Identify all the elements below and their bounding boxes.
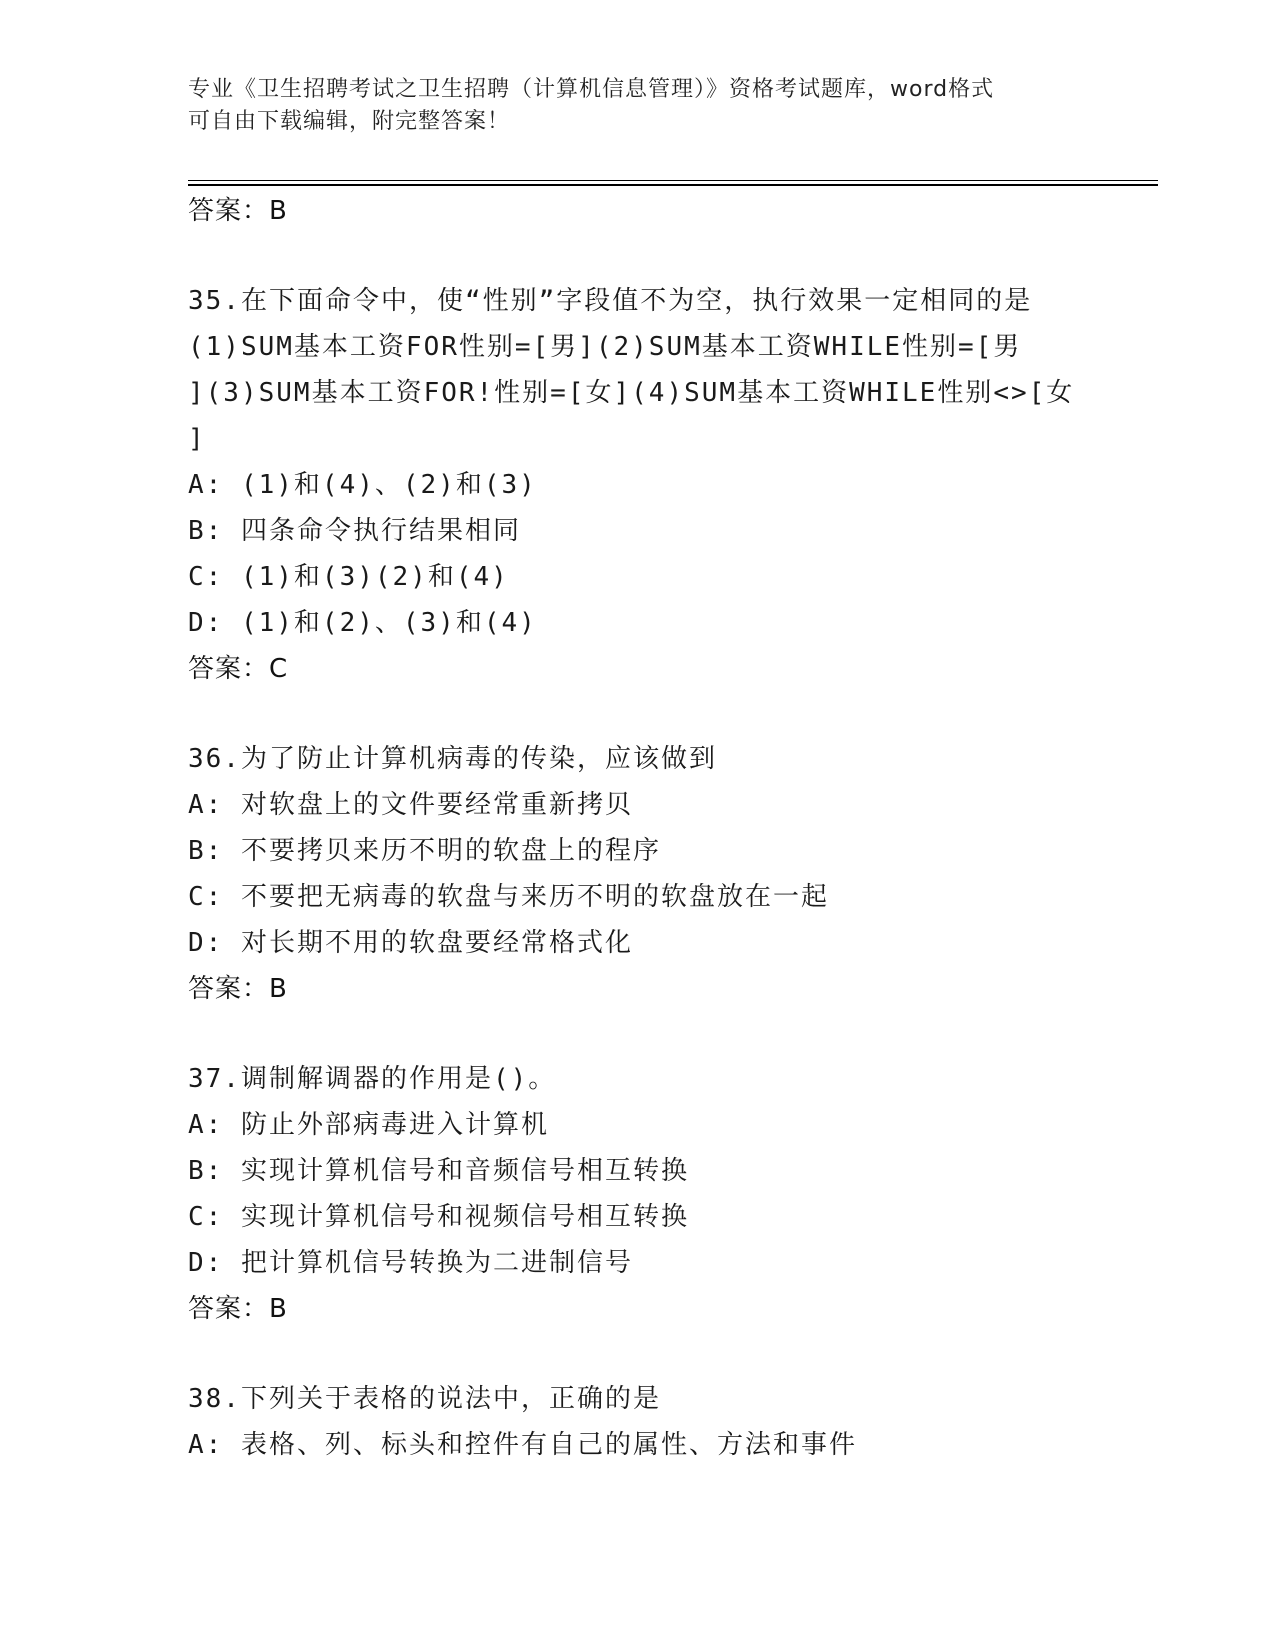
answer-line: 答案：B xyxy=(188,196,288,226)
block-spacer xyxy=(188,1012,1088,1056)
question-stem: 35.在下面命令中，使“性别”字段值不为空，执行效果一定相同的是 xyxy=(188,286,1033,316)
question-stem: (1)SUM基本工资FOR性别=[男](2)SUM基本工资WHILE性别=[男 xyxy=(188,332,1022,362)
option-b: B: 不要拷贝来历不明的软盘上的程序 xyxy=(188,836,661,866)
option-c: C: 实现计算机信号和视频信号相互转换 xyxy=(188,1202,689,1232)
header-divider-thin xyxy=(188,180,1158,181)
answer-line: 答案：C xyxy=(188,654,289,684)
answer-line: 答案：B xyxy=(188,974,288,1004)
question-stem: ](3)SUM基本工资FOR!性别=[女](4)SUM基本工资WHILE性别<>[女 xyxy=(188,378,1075,408)
question-37 xyxy=(188,1056,1088,1332)
answer-line: 答案：B xyxy=(188,1294,288,1324)
block-spacer xyxy=(188,1332,1088,1376)
block-spacer xyxy=(188,234,1088,278)
option-d: D: 把计算机信号转换为二进制信号 xyxy=(188,1248,633,1278)
option-b: B: 四条命令执行结果相同 xyxy=(188,516,521,546)
page-header xyxy=(188,74,1088,138)
option-a: A: 防止外部病毒进入计算机 xyxy=(188,1110,549,1140)
option-d: D: 对长期不用的软盘要经常格式化 xyxy=(188,928,633,958)
header-title-line-2: 可自由下载编辑，附完整答案！ xyxy=(188,109,511,134)
option-a: A: (1)和(4)、(2)和(3) xyxy=(188,470,537,500)
question-stem: 36.为了防止计算机病毒的传染，应该做到 xyxy=(188,744,717,774)
option-d: D: (1)和(2)、(3)和(4) xyxy=(188,608,537,638)
header-title-line-1: 专业《卫生招聘考试之卫生招聘（计算机信息管理）》资格考试题库，word格式 xyxy=(188,77,995,102)
question-36 xyxy=(188,736,1088,1012)
question-stem: 37.调制解调器的作用是()。 xyxy=(188,1064,557,1094)
question-stem: ] xyxy=(188,424,206,454)
question-stem: 38.下列关于表格的说法中，正确的是 xyxy=(188,1384,661,1414)
header-divider-thick xyxy=(188,184,1158,186)
option-c: C: (1)和(3)(2)和(4) xyxy=(188,562,509,592)
question-38 xyxy=(188,1376,1088,1468)
question-35 xyxy=(188,278,1088,692)
block-spacer xyxy=(188,692,1088,736)
option-a: A: 表格、列、标头和控件有自己的属性、方法和事件 xyxy=(188,1430,857,1460)
option-a: A: 对软盘上的文件要经常重新拷贝 xyxy=(188,790,633,820)
option-b: B: 实现计算机信号和音频信号相互转换 xyxy=(188,1156,689,1186)
option-c: C: 不要把无病毒的软盘与来历不明的软盘放在一起 xyxy=(188,882,829,912)
question-list xyxy=(188,188,1088,1468)
